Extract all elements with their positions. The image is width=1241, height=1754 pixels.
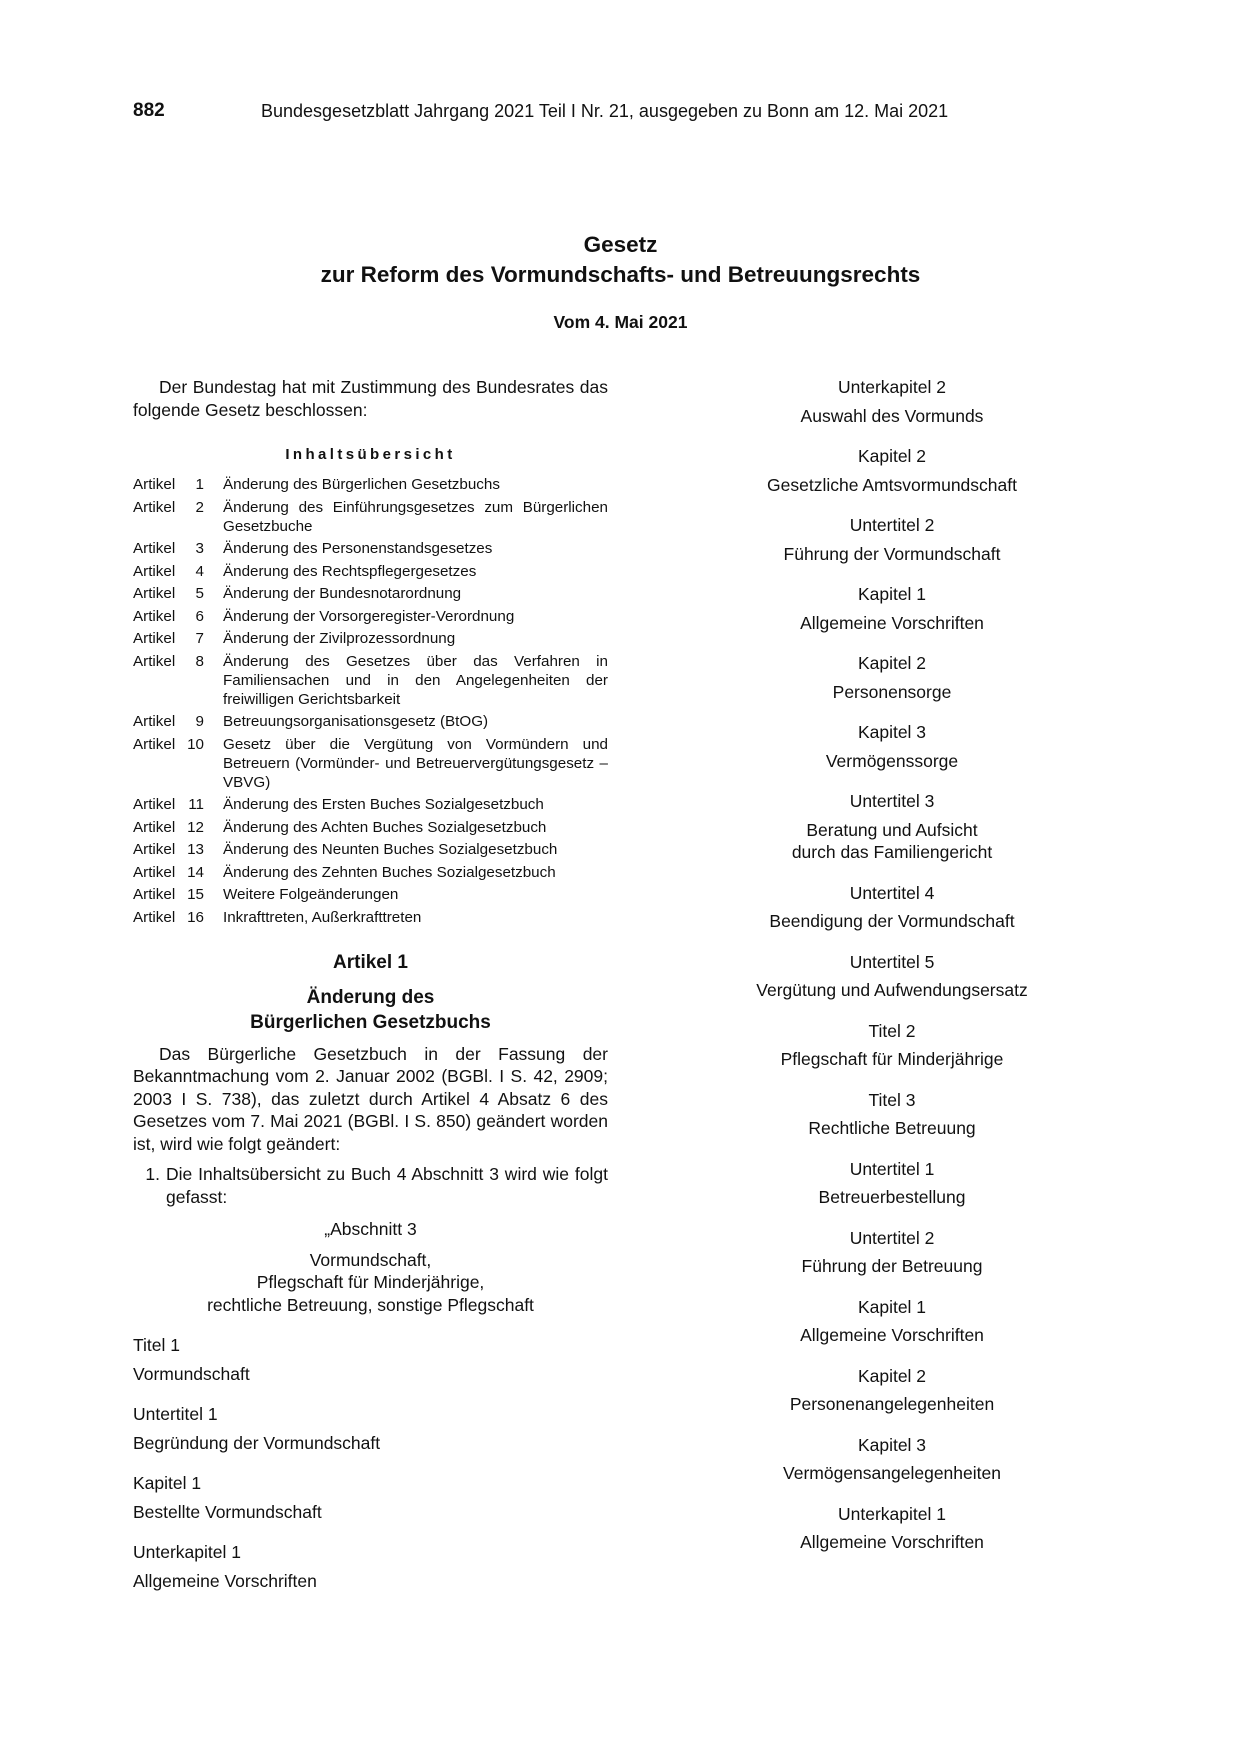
toc-row <box>133 652 608 709</box>
outline-label: Untertitel 3 <box>849 791 935 811</box>
outline-entry <box>727 376 1057 427</box>
outline-entry <box>727 1227 1057 1278</box>
toc-article-number: 7 <box>195 630 204 647</box>
toc-article-ref <box>133 475 223 494</box>
outline-title: Beratung und Aufsicht <box>806 819 978 840</box>
outline-title: Allgemeine Vorschriften <box>800 1325 984 1345</box>
outline-entry <box>727 652 1057 703</box>
toc-article-label: Artikel <box>133 735 176 753</box>
toc-article-ref <box>133 539 223 558</box>
outline-title: Rechtliche Betreuung <box>808 1118 976 1138</box>
toc-article-number: 2 <box>195 498 204 516</box>
toc-article-label: Artikel <box>133 818 176 836</box>
toc-article-number: 10 <box>187 735 204 753</box>
outline-label: Unterkapitel 1 <box>133 1542 241 1562</box>
right-outline <box>727 376 1057 1554</box>
toc-article-title: Änderung des Achten Buches Sozialgesetzbuch <box>223 818 547 836</box>
outline-entry <box>727 1089 1057 1140</box>
toc-article-number: 3 <box>195 540 204 557</box>
toc-row <box>133 840 608 859</box>
toc-row <box>133 908 608 927</box>
outline-title: Personensorge <box>832 681 952 702</box>
outline-label: Kapitel 2 <box>857 653 927 673</box>
toc-row <box>133 562 608 581</box>
outline-entry <box>727 721 1057 772</box>
toc-article-title: Weitere Folgeänderungen <box>223 886 399 903</box>
outline-entry <box>133 1403 608 1454</box>
outline-entry <box>727 1158 1057 1209</box>
outline-label: Unterkapitel 2 <box>838 377 946 397</box>
toc-article-title: Änderung des Rechtspflegergesetzes <box>223 562 477 580</box>
toc-article-number: 13 <box>187 841 204 858</box>
section-title-line: Vormundschaft, <box>309 1249 432 1270</box>
toc-article-ref <box>133 498 223 536</box>
toc-article-number: 5 <box>195 585 204 602</box>
toc-article-title: Änderung des Einführungsgesetzes zum Bürgerlichen Gesetzbuche <box>223 498 608 535</box>
toc-article-label: Artikel <box>133 796 176 813</box>
outline-label: Kapitel 2 <box>857 1365 927 1386</box>
outline-label: Kapitel 1 <box>857 1296 927 1317</box>
outline-title: Führung der Betreuung <box>801 1256 983 1276</box>
toc-article-title: Änderung des Gesetzes über das Verfahren in Familiensachen und in den Angelegenheiten der freiwilligen Gerichtsbarkeit <box>223 652 608 708</box>
outline-label: Kapitel 1 <box>857 584 927 604</box>
outline-title: Vergütung und Aufwendungsersatz <box>756 980 1028 1000</box>
toc-article-number: 11 <box>188 796 204 813</box>
outline-title: Auswahl des Vormunds <box>800 405 984 426</box>
toc-article-number: 4 <box>195 562 204 580</box>
toc-article-label: Artikel <box>133 652 176 670</box>
toc-article-label: Artikel <box>133 841 176 858</box>
outline-label: Unterkapitel 1 <box>838 1503 946 1524</box>
toc-article-title: Änderung des Bürgerlichen Gesetzbuchs <box>223 476 500 493</box>
toc-row <box>133 498 608 536</box>
article-1-title-line-2: Bürgerlichen Gesetzbuchs <box>250 1011 491 1033</box>
toc-row <box>133 539 608 558</box>
outline-entry <box>727 790 1057 864</box>
toc-article-title: Änderung der Vorsorgeregister-Verordnung <box>223 607 515 625</box>
outline-title: Personenangelegenheiten <box>789 1394 995 1414</box>
toc-article-label: Artikel <box>133 585 176 602</box>
toc-article-title: Inkrafttreten, Außerkrafttreten <box>223 908 422 926</box>
toc-row <box>133 475 608 494</box>
table-of-contents <box>133 475 608 927</box>
law-title-line-1: Gesetz <box>583 232 658 257</box>
toc-article-title: Änderung des Personenstandsgesetzes <box>223 540 493 557</box>
outline-entry <box>727 1020 1057 1071</box>
toc-article-number: 14 <box>187 863 204 881</box>
item-number: 1. <box>145 1164 160 1184</box>
toc-article-ref <box>133 795 223 814</box>
outline-label: Titel 1 <box>133 1335 181 1355</box>
preamble: Der Bundestag hat mit Zustimmung des Bundesrates das folgende Gesetz beschlossen: <box>133 377 608 420</box>
toc-heading: Inhaltsübersicht <box>285 446 456 463</box>
law-date: Vom 4. Mai 2021 <box>553 312 688 332</box>
toc-row <box>133 584 608 603</box>
outline-label: Untertitel 2 <box>849 1227 935 1248</box>
toc-article-title: Änderung der Zivilprozessordnung <box>223 630 456 647</box>
outline-entry <box>133 1334 608 1385</box>
outline-entry <box>727 1296 1057 1347</box>
toc-article-label: Artikel <box>133 713 176 730</box>
toc-row <box>133 629 608 648</box>
toc-row <box>133 885 608 904</box>
toc-article-label: Artikel <box>133 607 176 625</box>
outline-label: Titel 3 <box>868 1089 916 1110</box>
toc-article-ref <box>133 735 223 792</box>
page-number: 882 <box>133 100 165 121</box>
list-item <box>133 1163 608 1208</box>
toc-article-label: Artikel <box>133 498 176 516</box>
left-outline <box>133 1334 608 1592</box>
outline-entry <box>727 1365 1057 1416</box>
outline-entry <box>727 1434 1057 1485</box>
toc-row <box>133 795 608 814</box>
toc-article-ref <box>133 863 223 882</box>
outline-entry <box>727 445 1057 496</box>
left-column <box>133 376 608 1592</box>
toc-article-number: 9 <box>195 713 204 730</box>
toc-article-title: Änderung der Bundesnotarordnung <box>223 585 462 602</box>
toc-row <box>133 818 608 837</box>
toc-article-ref <box>133 607 223 626</box>
outline-label: Untertitel 1 <box>849 1158 935 1179</box>
toc-row <box>133 712 608 731</box>
toc-article-number: 1 <box>195 476 204 493</box>
outline-label: Kapitel 2 <box>857 446 927 466</box>
outline-title: Gesetzliche Amtsvormundschaft <box>767 474 1017 495</box>
outline-label: Untertitel 2 <box>849 515 935 535</box>
outline-title: Allgemeine Vorschriften <box>133 1570 317 1591</box>
toc-article-title: Betreuungsorganisationsgesetz (BtOG) <box>223 713 489 730</box>
toc-article-number: 8 <box>195 652 204 670</box>
toc-article-ref <box>133 885 223 904</box>
law-title-line-2: zur Reform des Vormundschafts- und Betreuungsrechts <box>320 262 921 287</box>
outline-title: Pflegschaft für Minderjährige <box>780 1049 1004 1069</box>
toc-article-ref <box>133 908 223 927</box>
toc-article-title: Änderung des Ersten Buches Sozialgesetzbuch <box>223 796 544 813</box>
outline-label: Untertitel 5 <box>849 951 935 972</box>
outline-title: Vermögenssorge <box>825 750 959 771</box>
toc-article-ref <box>133 840 223 859</box>
section-label: „Abschnitt 3 <box>324 1219 417 1239</box>
outline-label: Titel 2 <box>868 1020 916 1041</box>
toc-article-label: Artikel <box>133 630 176 647</box>
toc-article-ref <box>133 562 223 581</box>
outline-label: Kapitel 3 <box>857 1434 927 1455</box>
item-text: Die Inhaltsübersicht zu Buch 4 Abschnitt 3 wird wie folgt gefasst: <box>166 1164 608 1207</box>
outline-label: Untertitel 4 <box>849 882 935 903</box>
toc-article-title: Änderung des Zehnten Buches Sozialgesetzbuch <box>223 863 556 881</box>
article-1-intro: Das Bürgerliche Gesetzbuch in der Fassung der Bekanntmachung vom 2. Januar 2002 (BGBl. I S. 42, 2909; 2003 I S. 738), das zuletzt durch Artikel 4 Absatz 6 des Gesetzes vom 7. Mai 2021 (BGBl. I S. 850) geändert worden ist, wird wie folgt geändert: <box>133 1043 608 1154</box>
outline-entry <box>727 882 1057 933</box>
toc-article-number: 15 <box>187 886 204 903</box>
outline-title: Begründung der Vormundschaft <box>133 1432 381 1453</box>
outline-entry <box>133 1472 608 1523</box>
toc-article-ref <box>133 712 223 731</box>
toc-article-ref <box>133 584 223 603</box>
outline-entry <box>727 1503 1057 1554</box>
article-1-title-line-1: Änderung des <box>306 986 435 1008</box>
toc-article-label: Artikel <box>133 886 176 903</box>
toc-article-label: Artikel <box>133 863 176 881</box>
outline-entry <box>727 583 1057 634</box>
outline-title: Vermögensangelegenheiten <box>783 1463 1001 1483</box>
toc-row <box>133 607 608 626</box>
toc-article-label: Artikel <box>133 540 176 557</box>
outline-label: Kapitel 1 <box>133 1473 202 1493</box>
toc-article-label: Artikel <box>133 908 176 926</box>
toc-article-number: 12 <box>187 818 204 836</box>
outline-title: Beendigung der Vormundschaft <box>769 911 1015 931</box>
outline-entry <box>727 514 1057 565</box>
law-title-block <box>0 230 1241 333</box>
article-1-number: Artikel 1 <box>333 951 408 973</box>
toc-article-number: 16 <box>187 908 204 926</box>
right-column <box>727 376 1057 1554</box>
toc-article-ref <box>133 629 223 648</box>
running-header: Bundesgesetzblatt Jahrgang 2021 Teil I Nr. 21, ausgegeben zu Bonn am 12. Mai 2021 <box>261 101 949 121</box>
section-title-line: Pflegschaft für Minderjährige, <box>256 1272 485 1292</box>
outline-title: Bestellte Vormundschaft <box>133 1501 322 1522</box>
toc-article-number: 6 <box>195 607 204 625</box>
outline-entry <box>133 1541 608 1592</box>
section-title <box>133 1249 608 1317</box>
outline-title: Allgemeine Vorschriften <box>800 612 984 633</box>
outline-entry <box>727 951 1057 1002</box>
toc-row <box>133 863 608 882</box>
toc-article-label: Artikel <box>133 562 176 580</box>
outline-title: Betreuerbestellung <box>818 1187 966 1207</box>
outline-title: Vormundschaft <box>133 1363 250 1384</box>
toc-article-label: Artikel <box>133 476 176 493</box>
outline-label: Untertitel 1 <box>133 1404 218 1424</box>
toc-article-ref <box>133 652 223 709</box>
outline-title: Allgemeine Vorschriften <box>800 1532 984 1552</box>
toc-article-title: Änderung des Neunten Buches Sozialgesetzbuch <box>223 841 558 858</box>
outline-title: Führung der Vormundschaft <box>783 543 1001 564</box>
outline-title-line-2: durch das Familiengericht <box>791 842 993 862</box>
toc-article-title: Gesetz über die Vergütung von Vormündern und Betreuern (Vormünder- und Betreuervergütungsgesetz – VBVG) <box>223 735 608 791</box>
toc-row <box>133 735 608 792</box>
toc-article-ref <box>133 818 223 837</box>
outline-label: Kapitel 3 <box>857 722 927 742</box>
section-title-line: rechtliche Betreuung, sonstige Pflegschaft <box>207 1294 534 1315</box>
